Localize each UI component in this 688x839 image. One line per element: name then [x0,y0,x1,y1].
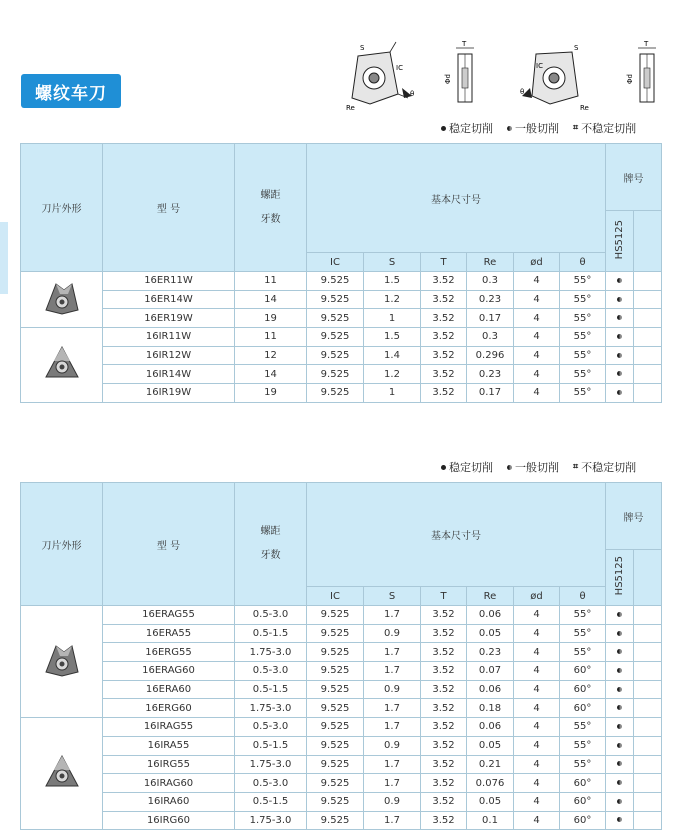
section-title: 螺纹车刀 [21,74,121,108]
re-cell: 0.3 [467,272,514,291]
insert-image-cell [21,272,103,328]
d-cell: 4 [514,811,560,830]
grade-mark-cell [606,309,634,328]
col-d: ød [514,253,560,272]
empty-cell [634,755,662,774]
theta-cell: 55° [560,624,606,643]
re-cell: 0.05 [467,624,514,643]
grade-mark-cell [606,680,634,699]
s-cell: 1 [364,384,421,403]
model-cell: 16IR14W [103,365,235,384]
t-cell: 3.52 [421,290,467,309]
header-grade-code: HS5125 [614,556,625,596]
d-cell: 4 [514,792,560,811]
s-cell: 0.9 [364,680,421,699]
grade-mark-cell [606,606,634,625]
ic-cell: 9.525 [307,662,364,681]
d-cell: 4 [514,680,560,699]
threading-insert-icon [42,642,82,678]
d-cell: 4 [514,346,560,365]
t-cell: 3.52 [421,699,467,718]
empty-cell [634,384,662,403]
col-d: ød [514,587,560,606]
pitch-cell: 14 [235,290,307,309]
grade-mark-cell [606,643,634,662]
header-pitch: 螺距 牙数 [235,144,307,272]
empty-cell [634,736,662,755]
col-ic: IC [307,587,364,606]
header-dims: 基本尺寸号 [307,144,606,253]
insert-image-cell [21,718,103,830]
pitch-cell: 14 [235,365,307,384]
theta-cell: 60° [560,811,606,830]
ic-cell: 9.525 [307,346,364,365]
s-cell: 1.7 [364,774,421,793]
diagram-label-od: Φd [444,74,452,84]
general-cutting-icon [617,334,622,339]
grade-mark-cell [606,699,634,718]
unstable-cutting-icon: ⌗ [573,462,579,472]
pitch-cell: 1.75-3.0 [235,699,307,718]
table-row [21,736,662,755]
col-s: S [364,253,421,272]
general-cutting-icon [617,612,622,617]
s-cell: 1.2 [364,365,421,384]
t-cell: 3.52 [421,624,467,643]
d-cell: 4 [514,272,560,291]
t-cell: 3.52 [421,774,467,793]
model-cell: 16IR19W [103,384,235,403]
insert-dimension-diagrams [340,38,670,118]
theta-cell: 55° [560,346,606,365]
pitch-cell: 1.75-3.0 [235,755,307,774]
pitch-cell: 12 [235,346,307,365]
t-cell: 3.52 [421,792,467,811]
diagram-label-theta: θ [410,90,415,98]
table-row [21,384,662,403]
grade-mark-cell [606,272,634,291]
ic-cell: 9.525 [307,699,364,718]
col-re: Re [467,253,514,272]
general-cutting-icon [617,743,622,748]
empty-cell [634,309,662,328]
re-cell: 0.05 [467,736,514,755]
general-cutting-icon [617,353,622,358]
model-cell: 16IRG60 [103,811,235,830]
insert-image-cell [21,328,103,403]
table-row [21,755,662,774]
ic-cell: 9.525 [307,272,364,291]
theta-cell: 55° [560,736,606,755]
general-cutting-icon [617,817,622,822]
pitch-cell: 0.5-1.5 [235,736,307,755]
model-cell: 16ERG60 [103,699,235,718]
empty-cell [634,699,662,718]
grade-mark-cell [606,811,634,830]
diagram-label-re-2: Re [580,104,589,112]
re-cell: 0.23 [467,643,514,662]
d-cell: 4 [514,736,560,755]
re-cell: 0.06 [467,606,514,625]
re-cell: 0.23 [467,365,514,384]
re-cell: 0.17 [467,309,514,328]
re-cell: 0.1 [467,811,514,830]
general-cutting-icon [617,687,622,692]
insert-image-cell [21,606,103,718]
header-grade: 牌号 [606,483,662,550]
theta-cell: 55° [560,290,606,309]
model-cell: 16ERAG60 [103,662,235,681]
t-cell: 3.52 [421,718,467,737]
s-cell: 1 [364,309,421,328]
grade-mark-cell [606,290,634,309]
model-cell: 16IRAG55 [103,718,235,737]
model-cell: 16ERAG55 [103,606,235,625]
re-cell: 0.076 [467,774,514,793]
general-cutting-icon [617,390,622,395]
pitch-cell: 0.5-3.0 [235,718,307,737]
grade-mark-cell [606,328,634,347]
grade-mark-cell [606,384,634,403]
re-cell: 0.05 [467,792,514,811]
ic-cell: 9.525 [307,384,364,403]
theta-cell: 60° [560,792,606,811]
d-cell: 4 [514,328,560,347]
theta-cell: 55° [560,643,606,662]
stable-cutting-icon [441,465,446,470]
t-cell: 3.52 [421,736,467,755]
ic-cell: 9.525 [307,792,364,811]
pitch-cell: 0.5-1.5 [235,792,307,811]
empty-cell [634,774,662,793]
empty-cell [634,811,662,830]
s-cell: 1.7 [364,755,421,774]
s-cell: 1.7 [364,699,421,718]
d-cell: 4 [514,643,560,662]
table-row [21,643,662,662]
d-cell: 4 [514,662,560,681]
d-cell: 4 [514,624,560,643]
s-cell: 0.9 [364,792,421,811]
grade-mark-cell [606,346,634,365]
theta-cell: 55° [560,365,606,384]
col-theta: θ [560,253,606,272]
re-cell: 0.296 [467,346,514,365]
pitch-cell: 11 [235,272,307,291]
s-cell: 1.5 [364,328,421,347]
general-cutting-icon [617,761,622,766]
external-insert-diagram [346,42,414,112]
diagram-label-re: Re [346,104,355,112]
general-cutting-icon [617,724,622,729]
side-tab[interactable] [0,222,8,294]
model-cell: 16ER19W [103,309,235,328]
table-row [21,699,662,718]
general-cutting-icon [507,465,512,470]
t-cell: 3.52 [421,680,467,699]
header-shape: 刀片外形 [21,483,103,606]
empty-cell [634,718,662,737]
table-row [21,309,662,328]
model-cell: 16ERA55 [103,624,235,643]
model-cell: 16IR12W [103,346,235,365]
theta-cell: 60° [560,699,606,718]
grade-mark-cell [606,736,634,755]
t-cell: 3.52 [421,606,467,625]
header-pitch: 螺距 牙数 [235,483,307,606]
ic-cell: 9.525 [307,624,364,643]
table-row [21,365,662,384]
ic-cell: 9.525 [307,309,364,328]
table-row [21,792,662,811]
header-shape: 刀片外形 [21,144,103,272]
t-cell: 3.52 [421,272,467,291]
table-row [21,624,662,643]
cutting-legend-1: 稳定切削 一般切削 ⌗ 不稳定切削 [441,120,636,136]
t-cell: 3.52 [421,328,467,347]
theta-cell: 55° [560,272,606,291]
general-cutting-icon [617,297,622,302]
grade-mark-cell [606,662,634,681]
d-cell: 4 [514,774,560,793]
re-cell: 0.07 [467,662,514,681]
pitch-cell: 0.5-3.0 [235,774,307,793]
re-cell: 0.23 [467,290,514,309]
ic-cell: 9.525 [307,290,364,309]
theta-cell: 60° [560,680,606,699]
table-row [21,606,662,625]
header-model: 型 号 [103,483,235,606]
pitch-cell: 0.5-3.0 [235,606,307,625]
table-row [21,290,662,309]
internal-side-view [626,40,656,102]
diagram-label-s-2: S [574,44,579,52]
d-cell: 4 [514,755,560,774]
general-cutting-icon [617,649,622,654]
diagram-label-t: T [462,40,467,48]
d-cell: 4 [514,290,560,309]
general-cutting-icon [617,315,622,320]
ic-cell: 9.525 [307,718,364,737]
t-cell: 3.52 [421,365,467,384]
s-cell: 0.9 [364,736,421,755]
cutting-legend-2: 稳定切削 一般切削 ⌗ 不稳定切削 [441,459,636,475]
table-row [21,328,662,347]
pitch-cell: 0.5-3.0 [235,662,307,681]
pitch-cell: 19 [235,309,307,328]
general-cutting-icon [617,780,622,785]
col-t: T [421,587,467,606]
ic-cell: 9.525 [307,755,364,774]
t-cell: 3.52 [421,755,467,774]
pitch-cell: 19 [235,384,307,403]
grade-mark-cell [606,774,634,793]
t-cell: 3.52 [421,643,467,662]
threading-insert-icon [42,345,82,381]
stable-cutting-icon [441,126,446,131]
empty-cell [634,346,662,365]
threading-insert-icon [42,280,82,316]
t-cell: 3.52 [421,346,467,365]
empty-cell [634,624,662,643]
model-cell: 16IRAG60 [103,774,235,793]
empty-cell [634,792,662,811]
t-cell: 3.52 [421,662,467,681]
ic-cell: 9.525 [307,328,364,347]
table-row [21,680,662,699]
empty-cell [634,606,662,625]
general-cutting-icon [617,278,622,283]
col-s: S [364,587,421,606]
diagram-label-s: S [360,44,365,52]
model-cell: 16IR11W [103,328,235,347]
diagram-label-ic-2: IC [536,62,543,70]
threading-insert-icon [42,754,82,790]
re-cell: 0.18 [467,699,514,718]
empty-cell [634,365,662,384]
col-theta: θ [560,587,606,606]
insert-table-1 [20,143,662,403]
diagram-label-od-2: Φd [626,74,634,84]
ic-cell: 9.525 [307,643,364,662]
ic-cell: 9.525 [307,811,364,830]
d-cell: 4 [514,718,560,737]
header-model: 型 号 [103,144,235,272]
external-side-view [444,40,474,102]
table-row [21,346,662,365]
grade-mark-cell [606,718,634,737]
re-cell: 0.06 [467,680,514,699]
empty-cell [634,328,662,347]
pitch-cell: 0.5-1.5 [235,680,307,699]
diagram-label-theta-2: θ [520,88,525,96]
internal-insert-diagram [520,44,589,112]
ic-cell: 9.525 [307,606,364,625]
header-grade: 牌号 [606,144,662,211]
re-cell: 0.17 [467,384,514,403]
pitch-cell: 1.75-3.0 [235,643,307,662]
theta-cell: 60° [560,662,606,681]
ic-cell: 9.525 [307,774,364,793]
re-cell: 0.21 [467,755,514,774]
table-row [21,272,662,291]
empty-cell [634,643,662,662]
t-cell: 3.52 [421,384,467,403]
grade-mark-cell [606,792,634,811]
ic-cell: 9.525 [307,736,364,755]
table-row [21,662,662,681]
s-cell: 1.5 [364,272,421,291]
unstable-cutting-icon: ⌗ [573,123,579,133]
theta-cell: 55° [560,328,606,347]
general-cutting-icon [617,799,622,804]
model-cell: 16ERA60 [103,680,235,699]
theta-cell: 55° [560,718,606,737]
re-cell: 0.3 [467,328,514,347]
empty-cell [634,272,662,291]
col-t: T [421,253,467,272]
s-cell: 1.7 [364,718,421,737]
table-row [21,718,662,737]
pitch-cell: 0.5-1.5 [235,624,307,643]
d-cell: 4 [514,365,560,384]
model-cell: 16ER14W [103,290,235,309]
diagram-label-ic: IC [396,64,403,72]
col-re: Re [467,587,514,606]
diagram-label-t-2: T [644,40,649,48]
model-cell: 16ER11W [103,272,235,291]
model-cell: 16ERG55 [103,643,235,662]
empty-cell [634,662,662,681]
d-cell: 4 [514,699,560,718]
general-cutting-icon [507,126,512,131]
re-cell: 0.06 [467,718,514,737]
t-cell: 3.52 [421,811,467,830]
model-cell: 16IRG55 [103,755,235,774]
theta-cell: 55° [560,384,606,403]
header-dims: 基本尺寸号 [307,483,606,587]
general-cutting-icon [617,371,622,376]
table-row [21,774,662,793]
d-cell: 4 [514,309,560,328]
theta-cell: 55° [560,755,606,774]
ic-cell: 9.525 [307,365,364,384]
empty-cell [634,680,662,699]
ic-cell: 9.525 [307,680,364,699]
theta-cell: 55° [560,606,606,625]
theta-cell: 55° [560,309,606,328]
s-cell: 1.7 [364,643,421,662]
table-row [21,811,662,830]
s-cell: 1.7 [364,811,421,830]
s-cell: 1.7 [364,606,421,625]
model-cell: 16IRA55 [103,736,235,755]
s-cell: 0.9 [364,624,421,643]
grade-mark-cell [606,624,634,643]
s-cell: 1.7 [364,662,421,681]
s-cell: 1.2 [364,290,421,309]
d-cell: 4 [514,384,560,403]
grade-mark-cell [606,365,634,384]
t-cell: 3.52 [421,309,467,328]
pitch-cell: 11 [235,328,307,347]
general-cutting-icon [617,668,622,673]
pitch-cell: 1.75-3.0 [235,811,307,830]
theta-cell: 60° [560,774,606,793]
grade-mark-cell [606,755,634,774]
empty-cell [634,290,662,309]
general-cutting-icon [617,705,622,710]
d-cell: 4 [514,606,560,625]
header-grade-code: HS5125 [614,219,625,260]
col-ic: IC [307,253,364,272]
general-cutting-icon [617,631,622,636]
s-cell: 1.4 [364,346,421,365]
insert-table-2 [20,482,662,830]
model-cell: 16IRA60 [103,792,235,811]
